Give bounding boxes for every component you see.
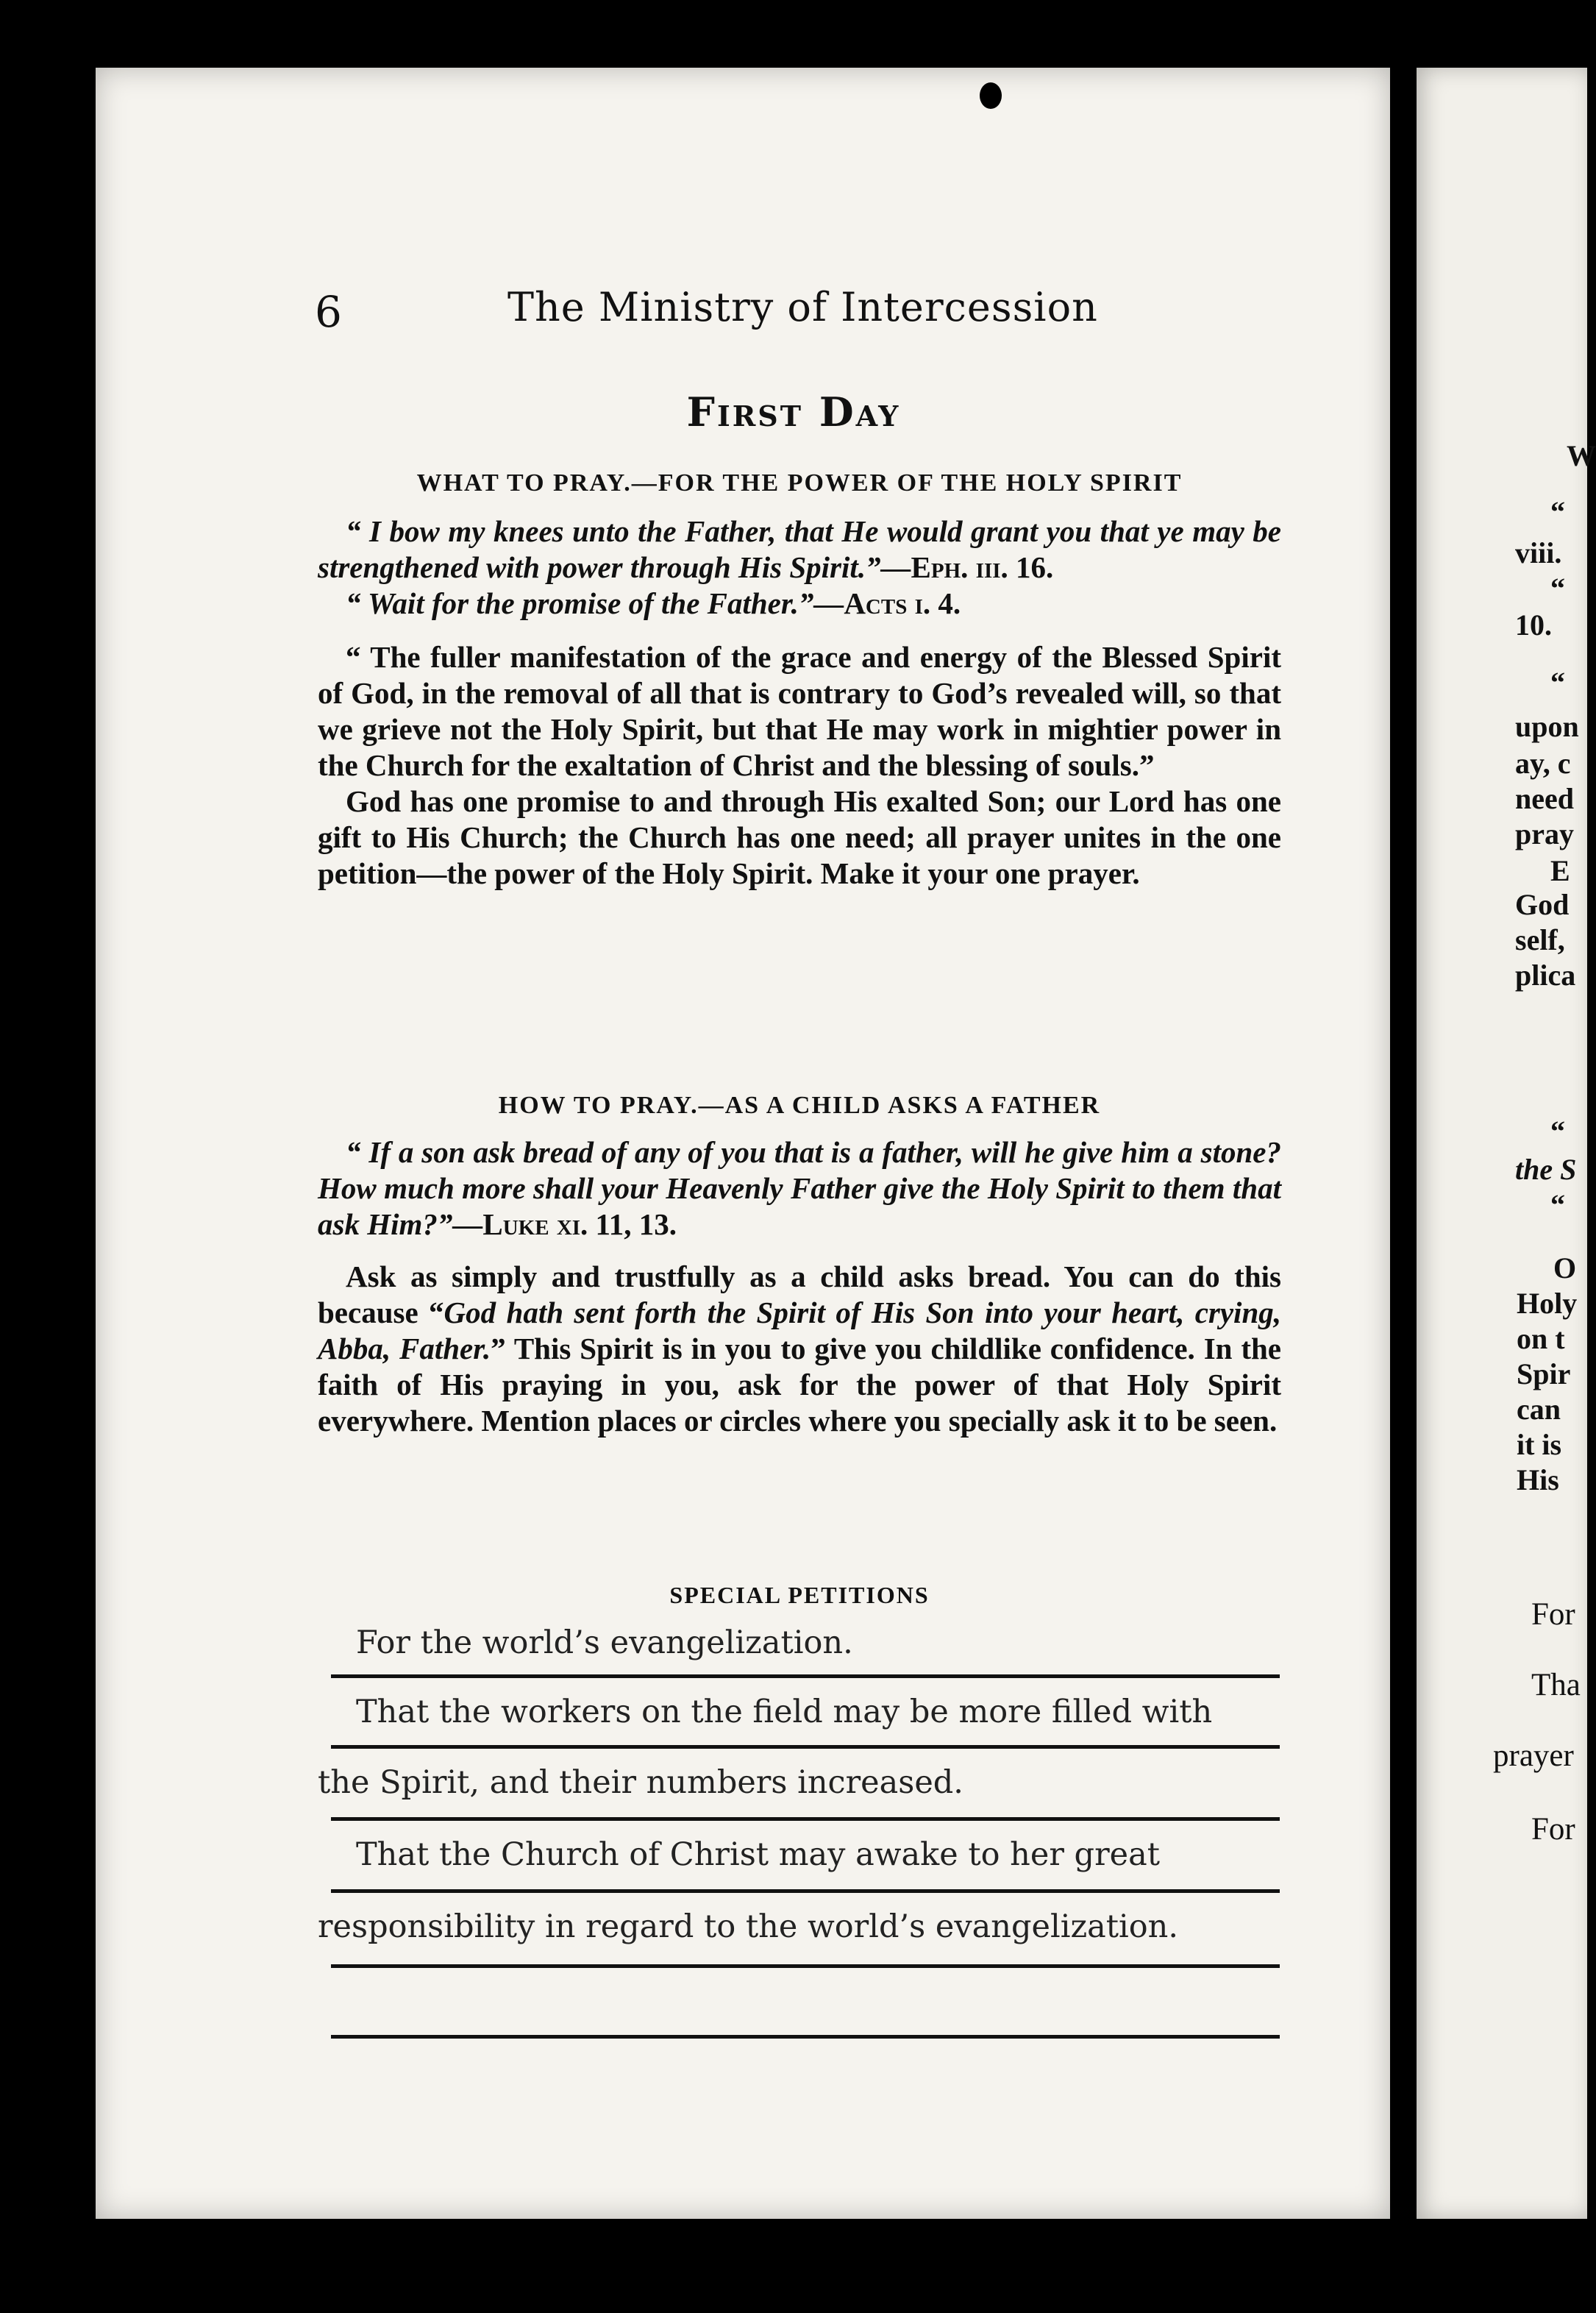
next-page-fragment: the S (1515, 1153, 1577, 1186)
running-title: The Ministry of Intercession (507, 284, 1098, 330)
writing-rule (331, 1889, 1280, 1893)
next-page-fragment: ay, c (1515, 747, 1571, 780)
petition-line: the Spirit, and their numbers increased. (318, 1764, 963, 1801)
page-number: 6 (315, 287, 342, 337)
scripture-quote-eph (318, 514, 1281, 586)
petition-line: responsibility in regard to the world’s evangelization. (318, 1908, 1179, 1945)
petition-line: That the workers on the field may be more filled with (356, 1694, 1213, 1730)
next-page-fragment: it is (1517, 1428, 1562, 1461)
scripture-quote-luke (318, 1134, 1281, 1243)
special-petitions-heading: SPECIAL PETITIONS (669, 1582, 930, 1608)
next-page-fragment: can (1517, 1393, 1561, 1426)
next-page-fragment: self, (1515, 923, 1565, 956)
day-heading: First Day (686, 388, 901, 436)
what-to-pray-paragraph-1: “ The fuller manifestation of the grace and energy of the Blessed Spirit of God, in the removal of all that is contrary to God’s revealed will, so that we grieve not the Holy Spirit, but that He may work in mightier power in the Church for the exaltation of Christ and the blessing of souls.” (318, 640, 1281, 782)
paragraph-text: ” This Spirit is in you to give you childlike confidence. In the faith of His praying in you, ask for the power of that Holy Spirit everywhere. Mention places or circles where you specially ask it to be seen. (318, 1332, 1281, 1438)
quote-text: “ If a son ask bread of any of you that is a father, will he give him a stone? How much more shall your Heavenly Father give the Holy Spirit to them that ask Him?”— (318, 1135, 1281, 1241)
quote-reference: Luke xi. 11, 13. (482, 1207, 677, 1241)
quote-reference: Acts i. 4. (844, 586, 961, 620)
quote-text: “ Wait for the promise of the Father.”— (346, 586, 844, 620)
next-page-fragment: “ (1550, 666, 1565, 699)
quote-reference: Eph. iii. 16. (911, 550, 1054, 584)
how-to-pray-section (318, 1092, 1281, 1439)
next-page-fragment: For (1531, 1812, 1575, 1847)
next-page-fragment: 10. (1515, 608, 1552, 642)
next-page-fragment: For (1531, 1597, 1575, 1632)
binding-hole (980, 82, 1002, 109)
next-page-fragment: Holy (1517, 1287, 1578, 1320)
next-page-fragment: “ (1550, 1115, 1565, 1148)
next-page-fragment: upon (1515, 710, 1579, 743)
writing-rule (331, 1964, 1280, 1968)
what-to-pray-section (318, 469, 1281, 892)
next-page-fragment: O (1553, 1251, 1577, 1285)
next-page-fragment: need (1515, 782, 1574, 815)
next-page-fragment: plica (1515, 959, 1576, 992)
petition-line: For the world’s evangelization. (356, 1624, 853, 1661)
writing-rule (331, 1745, 1280, 1749)
next-page-fragment: “ (1550, 495, 1565, 528)
scripture-quote-acts (318, 586, 1281, 622)
next-page-fragment: “ (1550, 1188, 1565, 1221)
next-page-fragment: Tha (1531, 1668, 1581, 1702)
petition-line: That the Church of Christ may awake to her great (356, 1836, 1160, 1873)
writing-rule (331, 2035, 1280, 2039)
paragraph-italic-quote: God hath sent forth the Spirit of His Son into your heart, crying, Abba, Father. (318, 1296, 1281, 1365)
next-page-fragment: pray (1515, 817, 1574, 850)
writing-rule (331, 1817, 1280, 1821)
quote-text: “ I bow my knees unto the Father, that He would grant you that ye may be strengthened with power through His Spirit.”— (318, 514, 1281, 584)
next-page-fragment: Spir (1517, 1357, 1571, 1390)
next-page-fragment: E (1550, 854, 1570, 887)
next-page-fragment: on t (1517, 1322, 1565, 1355)
what-to-pray-heading: WHAT TO PRAY.—FOR THE POWER OF THE HOLY SPIRIT (416, 469, 1183, 497)
next-page-fragment: God (1515, 888, 1570, 921)
how-to-pray-paragraph (318, 1259, 1281, 1439)
next-page-fragment: “ (1550, 572, 1565, 605)
how-to-pray-heading: HOW TO PRAY.—AS A CHILD ASKS A FATHER (498, 1092, 1101, 1119)
next-page-fragment: prayer (1493, 1738, 1574, 1773)
next-page-fragment: W (1567, 439, 1596, 472)
paragraph-text: Ask as simply and trustfully as a child asks bread. You can do this because “ (318, 1259, 1281, 1329)
special-petitions-section (318, 1582, 1281, 1609)
what-to-pray-paragraph-2: God has one promise to and through His exalted Son; our Lord has one gift to His Church; the Church has one need; all prayer unites in the one petition—the power of the Holy Spirit. Make it your one prayer. (318, 784, 1281, 890)
next-page-fragment: viii. (1515, 536, 1562, 569)
next-page-fragment: His (1517, 1463, 1559, 1496)
writing-rule (331, 1674, 1280, 1678)
